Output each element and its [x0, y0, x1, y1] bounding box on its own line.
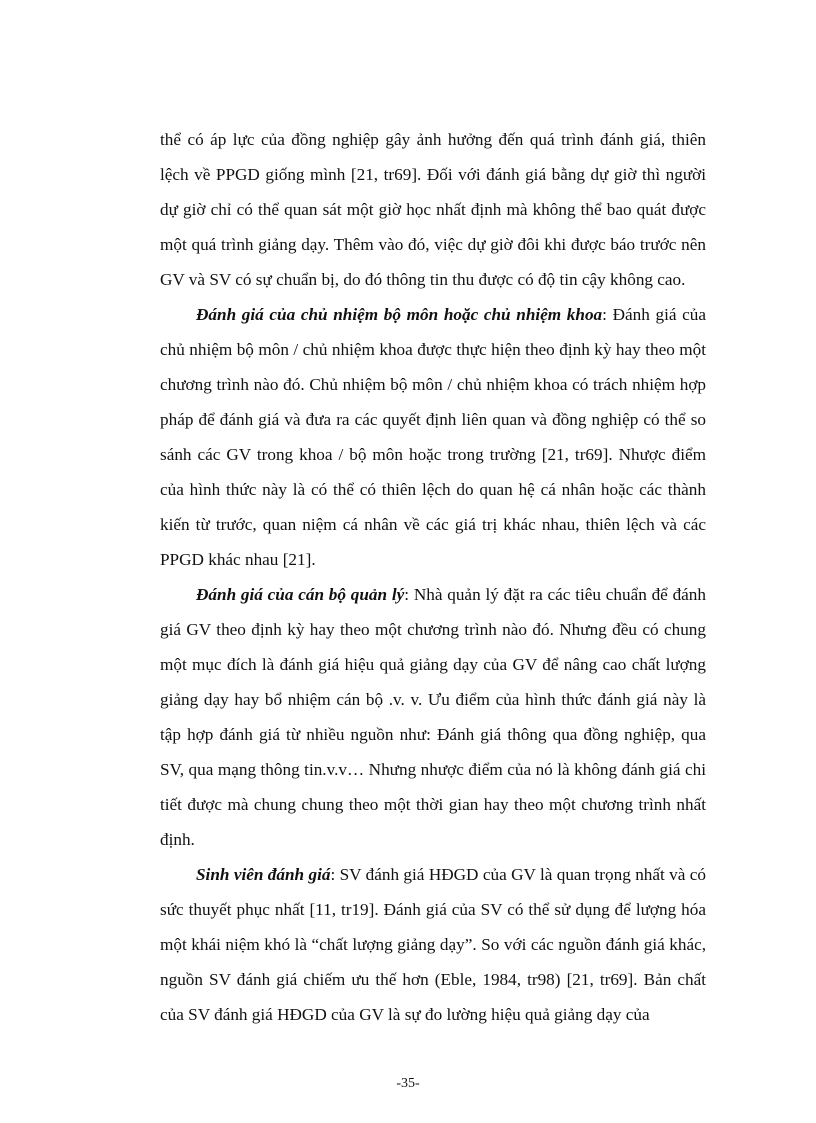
paragraph-text: : Đánh giá của chủ nhiệm bộ môn / chủ nhiệm khoa được thực hiện theo định kỳ hay theo một chương trình nào đó. Chủ nhiệm bộ môn / chủ nhiệm khoa có trách nhiệm hợp pháp để đánh giá và đưa ra các quyết định liên quan và đồng nghiệp có thể so sánh các GV trong khoa / bộ môn hoặc trong trường [21, tr69]. Nhược điểm của hình thức này là có thể có thiên lệch do quan hệ cá nhân hoặc các thành kiến từ trước, quan niệm cá nhân về các giá trị khác nhau, thiên lệch và các PPGD khác nhau [21]. — [160, 305, 706, 569]
paragraph-text: thể có áp lực của đồng nghiệp gây ảnh hưởng đến quá trình đánh giá, thiên lệch về PPGD giống mình [21, tr69]. Đối với đánh giá bằng dự giờ thì người dự giờ chỉ có thể quan sát một giờ học nhất định mà không thể bao quát được một quá trình giảng dạy. Thêm vào đó, việc dự giờ đôi khi được báo trước nên GV và SV có sự chuẩn bị, do đó thông tin thu được có độ tin cậy không cao. — [160, 130, 706, 289]
paragraph-text: : SV đánh giá HĐGD của GV là quan trọng nhất và có sức thuyết phục nhất [11, tr19]. Đánh giá của SV có thể sử dụng để lượng hóa một khái niệm khó là “chất lượng giảng dạy”. So với các nguồn đánh giá khác, nguồn SV đánh giá chiếm ưu thế hơn (Eble, 1984, tr98) [21, tr69]. Bản chất của SV đánh giá HĐGD của GV là sự đo lường hiệu quả giảng dạy của — [160, 865, 706, 1024]
paragraph-student-evaluation — [160, 857, 706, 1032]
paragraph-heading: Đánh giá của cán bộ quản lý — [196, 585, 405, 604]
paragraph-department-head-evaluation — [160, 297, 706, 577]
paragraph-manager-evaluation — [160, 577, 706, 857]
paragraph-continuation — [160, 122, 706, 297]
page-number: -35- — [396, 1076, 420, 1091]
paragraph-text: : Nhà quản lý đặt ra các tiêu chuẩn để đánh giá GV theo định kỳ hay theo một chương trình nào đó. Nhưng đều có chung một mục đích là đánh giá hiệu quả giảng dạy của GV để nâng cao chất lượng giảng dạy hay bổ nhiệm cán bộ .v. v. Ưu điểm của hình thức đánh giá này là tập hợp đánh giá từ nhiều nguồn như: Đánh giá thông qua đồng nghiệp, qua SV, qua mạng thông tin.v.v… Nhưng nhược điểm của nó là không đánh giá chi tiết được mà chung chung theo một thời gian hay theo một chương trình nhất định. — [160, 585, 706, 849]
page-body — [160, 122, 706, 1032]
paragraph-heading: Đánh giá của chủ nhiệm bộ môn hoặc chủ nhiệm khoa — [196, 305, 603, 324]
paragraph-heading: Sinh viên đánh giá — [196, 865, 331, 884]
